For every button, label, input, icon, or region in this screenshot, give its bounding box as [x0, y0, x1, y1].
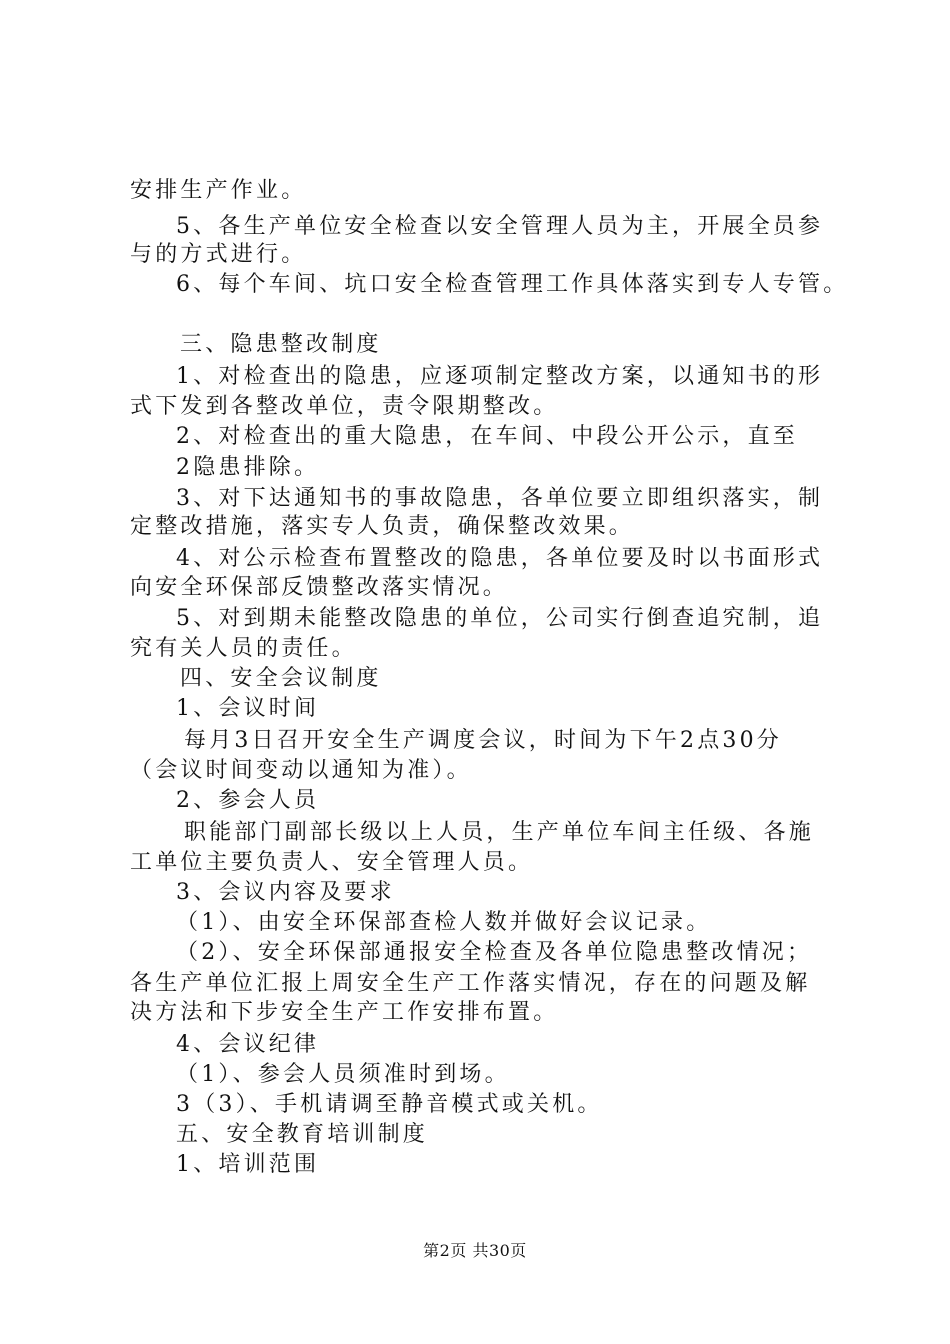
body-line: 式下发到各整改单位，责令限期整改。 [130, 394, 559, 419]
body-line: 每月3日召开安全生产调度会议，时间为下午2点30分 [184, 728, 782, 753]
body-line: 3（3）、手机请调至静音模式或关机。 [176, 1092, 603, 1117]
body-line: 1、对检查出的隐患，应逐项制定整改方案，以通知书的形 [176, 364, 824, 389]
body-line: （会议时间变动以通知为准）。 [130, 758, 472, 783]
body-line: 4、对公示检查布置整改的隐患，各单位要及时以书面形式 [176, 546, 824, 571]
body-line: 安排生产作业。 [130, 178, 307, 203]
body-line: 2、参会人员 [176, 788, 320, 813]
body-line: 究有关人员的责任。 [130, 636, 357, 661]
body-line: 定整改措施，落实专人负责，确保整改效果。 [130, 514, 635, 539]
body-line: 向安全环保部反馈整改落实情况。 [130, 575, 509, 600]
body-line: 工单位主要负责人、安全管理人员。 [130, 850, 534, 875]
body-line: 3、会议内容及要求 [176, 880, 395, 905]
body-line: 2隐患排除。 [176, 455, 320, 480]
body-line: 与的方式进行。 [130, 242, 307, 267]
body-line: 4、会议纪律 [176, 1032, 320, 1057]
body-line: 各生产单位汇报上周安全生产工作落实情况，存在的问题及解 [130, 971, 811, 996]
body-line: 5、各生产单位安全检查以安全管理人员为主，开展全员参 [176, 214, 824, 239]
section-heading: 四、安全会议制度 [180, 666, 382, 691]
body-line: 6、每个车间、坑口安全检查管理工作具体落实到专人专管。 [176, 272, 849, 297]
body-line: （1）、参会人员须准时到场。 [176, 1062, 510, 1087]
body-line: 1、培训范围 [176, 1152, 320, 1177]
body-line: 职能部门副部长级以上人员，生产单位车间主任级、各施 [184, 820, 815, 845]
section-heading: 五、安全教育培训制度 [176, 1122, 429, 1147]
body-line: 决方法和下步安全生产工作安排布置。 [130, 1000, 559, 1025]
body-line: （2）、安全环保部通报安全检查及各单位隐患整改情况； [176, 940, 813, 965]
section-heading: 三、隐患整改制度 [180, 332, 382, 357]
body-line: （1）、由安全环保部查检人数并做好会议记录。 [176, 910, 712, 935]
page-footer: 第2页 共30页 [423, 1241, 527, 1260]
body-line: 3、对下达通知书的事故隐患，各单位要立即组织落实，制 [176, 486, 824, 511]
body-line: 1、会议时间 [176, 696, 320, 721]
body-line: 2、对检查出的重大隐患，在车间、中段公开公示，直至 [176, 424, 798, 449]
body-line: 5、对到期未能整改隐患的单位，公司实行倒查追究制，追 [176, 606, 824, 631]
